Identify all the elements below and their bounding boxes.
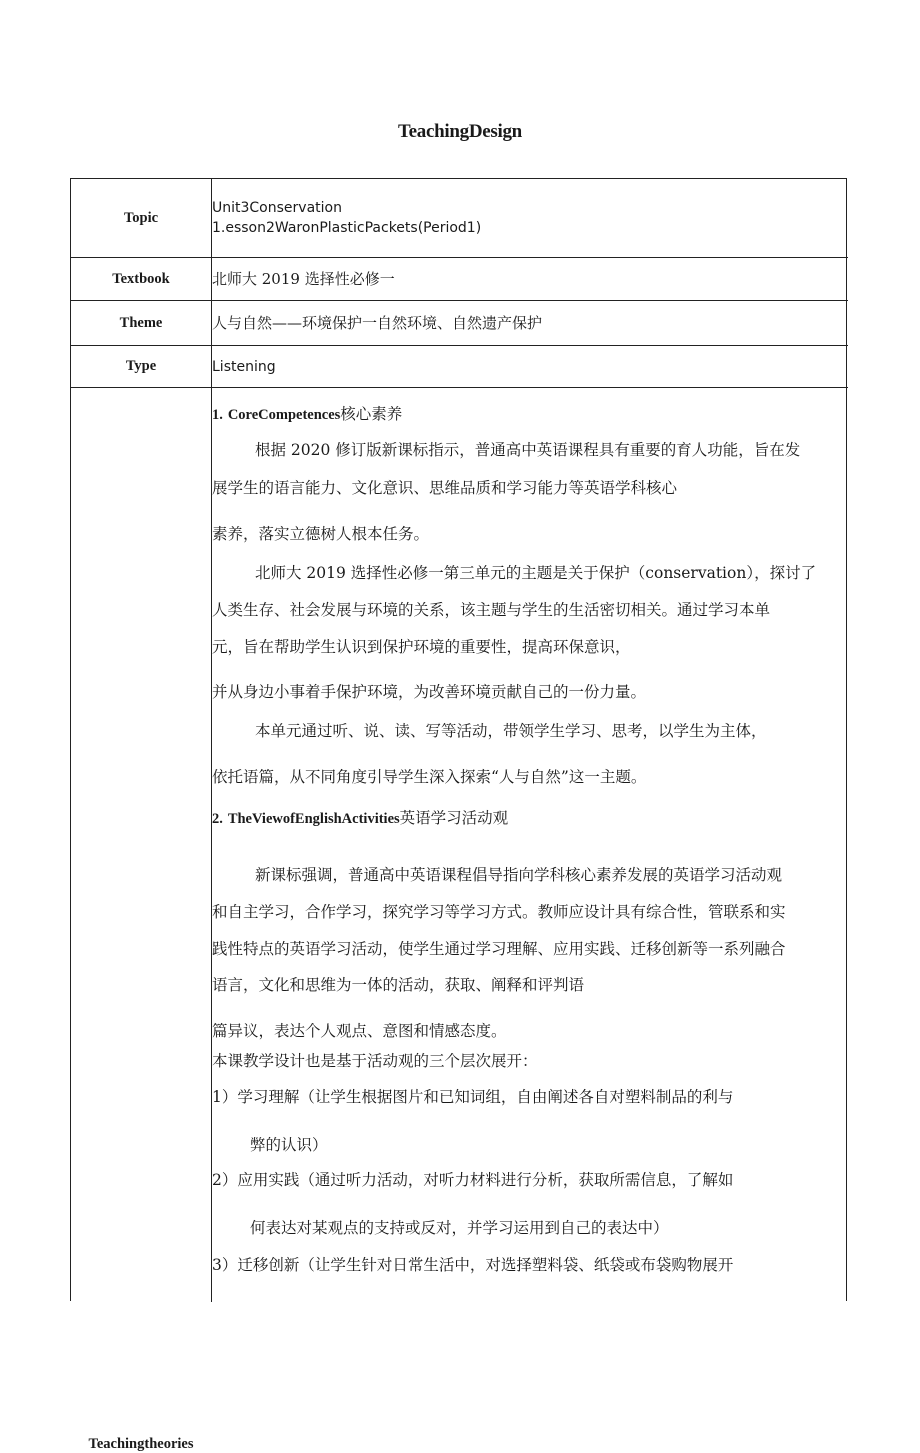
paragraph-line: 并从身边小事着手保护环境，为改善环境贡献自己的一份力量。 xyxy=(212,683,647,701)
teaching-theories-content xyxy=(212,388,848,1302)
paragraph-line: 语言，文化和思维为一体的活动，获取、阐释和评判语 xyxy=(212,976,585,994)
type-value-cell xyxy=(212,346,848,387)
type-label: Type xyxy=(71,346,212,387)
paragraph-line: 本单元通过听、说、读、写等活动，带领学生学习、思考，以学生为主体， xyxy=(255,722,767,740)
list-item-application-practice: 2）应用实践（通过听力活动，对听力材料进行分析，获取所需信息，了解如 xyxy=(212,1171,734,1189)
list-item-transfer-innovation: 3）迁移创新（让学生针对日常生活中，对选择塑料袋、纸袋或布袋购物展开 xyxy=(212,1256,734,1274)
type-value: Listening xyxy=(212,358,276,375)
textbook-value: 北师大 2019 选择性必修一 xyxy=(212,270,395,288)
textbook-row xyxy=(71,258,848,301)
section-number: 2. xyxy=(212,811,223,827)
textbook-value-cell xyxy=(212,258,848,300)
section-title-en: TheViewofEnglishActivities xyxy=(227,811,400,827)
section-number: 1. xyxy=(212,407,223,423)
section-heading-view-of-english-activities xyxy=(212,806,508,828)
paragraph-line: 本课教学设计也是基于活动观的三个层次展开： xyxy=(212,1052,538,1070)
paragraph-line: 人类生存、社会发展与环境的关系，该主题与学生的生活密切相关。通过学习本单 xyxy=(212,601,771,619)
theme-value-cell xyxy=(212,301,848,345)
theme-value: 人与自然——环境保护一自然环境、自然遗产保护 xyxy=(212,314,543,332)
section-title-cn: 核心素养 xyxy=(340,405,403,423)
type-row xyxy=(71,346,848,388)
section-heading-core-competences xyxy=(212,402,402,424)
paragraph-line: 素养，落实立德树人根本任务。 xyxy=(212,525,430,543)
paragraph-line: 元，旨在帮助学生认识到保护环境的重要性，提高环保意识， xyxy=(212,638,631,656)
paragraph-line: 根据 2020 修订版新课标指示，普通高中英语课程具有重要的育人功能，旨在发 xyxy=(255,441,801,459)
theme-label: Theme xyxy=(71,301,212,345)
list-item-learning-understanding: 1）学习理解（让学生根据图片和已知词组，自由阐述各自对塑料制品的利与 xyxy=(212,1088,734,1106)
section-title-en: CoreCompetences xyxy=(227,407,341,423)
paragraph-line: 新课标强调，普通高中英语课程倡导指向学科核心素养发展的英语学习活动观 xyxy=(255,866,783,884)
topic-label: Topic xyxy=(71,179,212,257)
topic-value xyxy=(212,179,848,257)
page-title: TeachingDesign xyxy=(398,121,522,142)
topic-row xyxy=(71,179,848,258)
topic-lesson: 1.esson2WaronPlasticPackets(Period1) xyxy=(212,220,482,236)
teaching-theories-row xyxy=(71,388,848,1452)
paragraph-line: 践性特点的英语学习活动，使学生通过学习理解、应用实践、迁移创新等一系列融合 xyxy=(212,940,786,958)
list-item-continuation: 弊的认识） xyxy=(250,1136,328,1154)
textbook-label: Textbook xyxy=(71,258,212,300)
topic-unit: Unit3Conservation xyxy=(212,200,342,216)
paragraph-line: 展学生的语言能力、文化意识、思维品质和学习能力等英语学科核心 xyxy=(212,479,678,497)
list-item-continuation: 何表达对某观点的支持或反对，并学习运用到自己的表达中） xyxy=(250,1219,669,1237)
teaching-theories-label: Teachingtheories xyxy=(88,1436,194,1452)
paragraph-line: 北师大 2019 选择性必修一第三单元的主题是关于保护（conservation），探讨了 xyxy=(255,564,817,582)
paragraph-line: 篇异议，表达个人观点、意图和情感态度。 xyxy=(212,1022,507,1040)
teaching-design-table xyxy=(70,178,847,1452)
theme-row xyxy=(71,301,848,346)
paragraph-line: 依托语篇，从不同角度引导学生深入探索“人与自然”这一主题。 xyxy=(212,768,647,786)
section-title-cn: 英语学习活动观 xyxy=(399,809,509,827)
paragraph-line: 和自主学习，合作学习，探究学习等学习方式。教师应设计具有综合性，管联系和实 xyxy=(212,903,786,921)
